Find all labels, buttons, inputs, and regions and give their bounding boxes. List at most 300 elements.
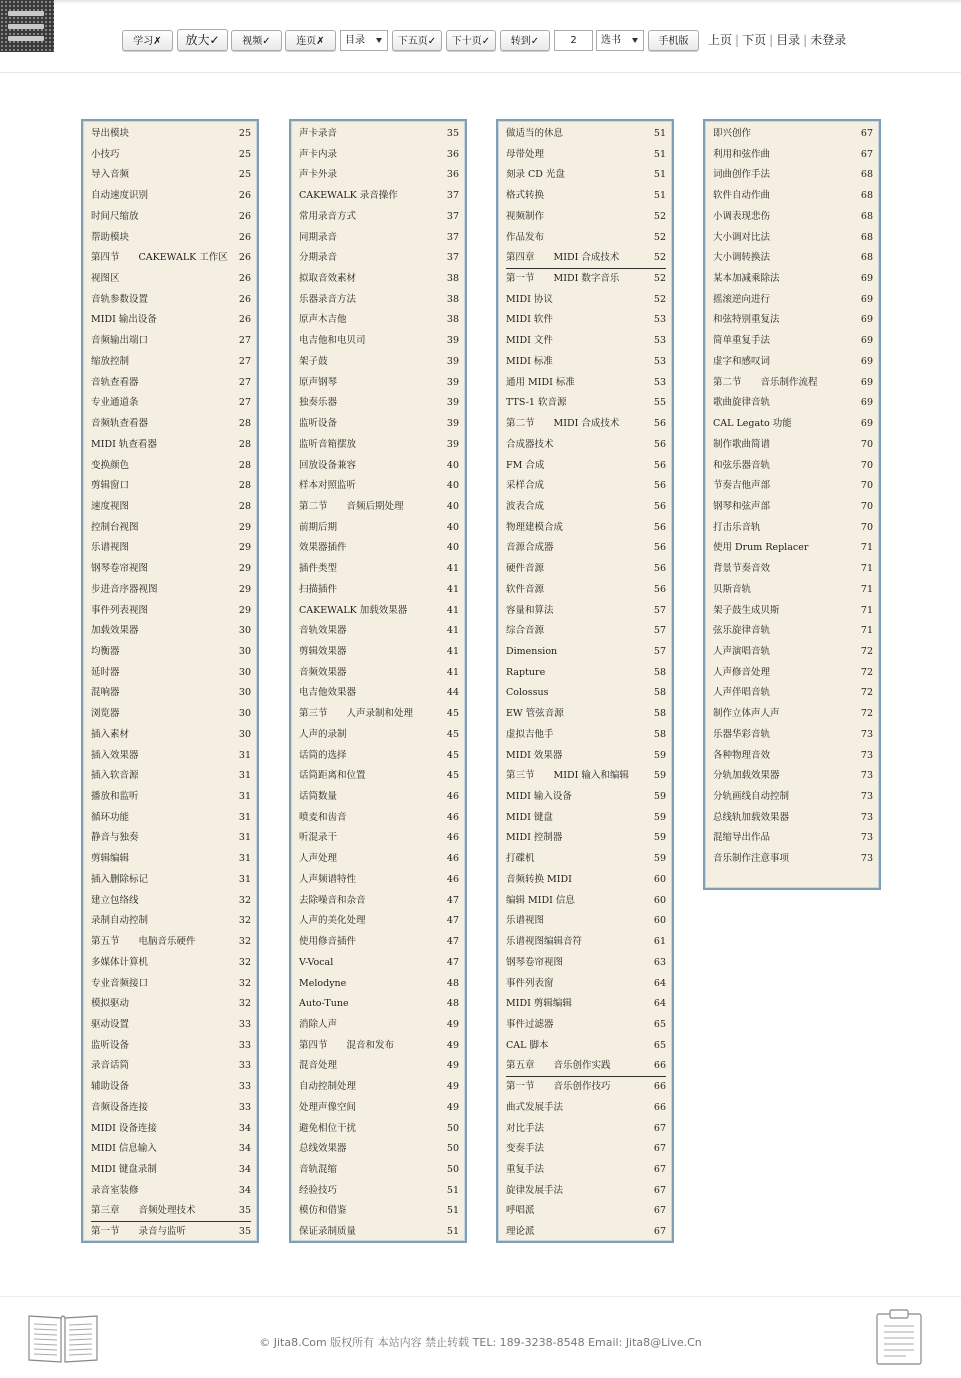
- page-number-input[interactable]: 2: [554, 30, 593, 51]
- toc-entry[interactable]: [506, 497, 666, 517]
- toc-entry[interactable]: [299, 456, 459, 476]
- toc-entry-page: 32: [238, 998, 251, 1010]
- video-toggle-button[interactable]: 视频✓: [231, 30, 282, 51]
- toc-entry[interactable]: [91, 124, 251, 144]
- toc-entry[interactable]: [506, 310, 666, 330]
- toc-entry-title: MIDI 协议: [506, 293, 553, 305]
- toc-entry[interactable]: [713, 663, 873, 683]
- next-five-pages-button[interactable]: 下五页✓: [392, 30, 442, 51]
- clipboard-icon: [874, 1308, 924, 1366]
- toc-entry[interactable]: [713, 849, 873, 869]
- toc-entry-title: 原声钢琴: [299, 376, 338, 388]
- login-status-link[interactable]: 未登录: [810, 33, 847, 47]
- toc-link[interactable]: 目录: [776, 33, 801, 47]
- toc-entry-page: 53: [653, 376, 666, 388]
- toc-entry[interactable]: [91, 1160, 251, 1180]
- toc-entry[interactable]: [91, 1119, 251, 1139]
- toc-entry-title: 音轨参数设置: [91, 293, 149, 305]
- toc-entry[interactable]: [91, 1098, 251, 1118]
- toc-entry[interactable]: [91, 559, 251, 579]
- toc-entry[interactable]: [299, 1222, 459, 1242]
- toc-entry[interactable]: [713, 766, 873, 786]
- toc-entry[interactable]: [91, 207, 251, 227]
- toc-entry-page: 39: [446, 376, 459, 388]
- toc-entry[interactable]: [91, 601, 251, 621]
- toc-entry[interactable]: [299, 994, 459, 1014]
- toc-entry[interactable]: [713, 145, 873, 165]
- toc-entry-page: 70: [860, 459, 873, 471]
- toc-entry-title: 第二节 MIDI 合成技术: [506, 418, 620, 430]
- toc-entry-title: EW 管弦音源: [506, 708, 564, 720]
- toc-entry-page: 61: [653, 936, 666, 948]
- toc-entry[interactable]: [506, 373, 666, 393]
- toc-entry[interactable]: [299, 1139, 459, 1159]
- toc-entry-title: 母带处理: [506, 148, 545, 160]
- toc-entry[interactable]: [713, 228, 873, 248]
- toc-entry[interactable]: [713, 683, 873, 703]
- toc-entry[interactable]: [299, 1015, 459, 1035]
- toc-entry-title: 模拟驱动: [91, 998, 130, 1010]
- toc-entry[interactable]: [299, 352, 459, 372]
- toc-entry[interactable]: [506, 766, 666, 786]
- toc-entry-page: 58: [653, 666, 666, 678]
- toc-entry[interactable]: [299, 145, 459, 165]
- toc-entry-page: 32: [238, 977, 251, 989]
- toc-entry-title: 模仿和借鉴: [299, 1205, 347, 1217]
- toc-entry-page: 45: [446, 749, 459, 761]
- toc-entry-page: 34: [238, 1143, 251, 1155]
- toc-entry[interactable]: [713, 828, 873, 848]
- toc-entry[interactable]: [506, 1077, 666, 1097]
- toc-entry-title: Rapture: [506, 666, 546, 678]
- toc-entry[interactable]: [91, 538, 251, 558]
- toc-entry[interactable]: [91, 911, 251, 931]
- toc-entry-title: 简单重复手法: [713, 335, 771, 347]
- toc-entry[interactable]: [713, 435, 873, 455]
- toc-entry-title: 第一节 录音与监听: [91, 1226, 187, 1238]
- toc-entry[interactable]: [299, 124, 459, 144]
- toc-entry-title: MIDI 软件: [506, 314, 553, 326]
- toc-entry-page: 47: [446, 915, 459, 927]
- toc-entry[interactable]: [506, 994, 666, 1014]
- toc-entry-page: 30: [238, 708, 251, 720]
- toc-entry[interactable]: [506, 393, 666, 413]
- toc-entry[interactable]: [506, 186, 666, 206]
- toc-entry-page: 65: [653, 1039, 666, 1051]
- toc-entry[interactable]: [91, 165, 251, 185]
- toc-entry[interactable]: [506, 1139, 666, 1159]
- toc-entry[interactable]: [299, 766, 459, 786]
- toc-entry[interactable]: [506, 124, 666, 144]
- toc-entry[interactable]: [91, 228, 251, 248]
- toc-entry[interactable]: [299, 476, 459, 496]
- toc-entry[interactable]: [299, 663, 459, 683]
- toc-entry[interactable]: [713, 601, 873, 621]
- toc-entry-title: 使用 Drum Replacer: [713, 542, 809, 554]
- toc-entry-page: 27: [238, 335, 251, 347]
- toc-entry[interactable]: [91, 435, 251, 455]
- toc-entry-title: 乐谱视图: [506, 915, 545, 927]
- toc-entry[interactable]: [506, 331, 666, 351]
- toc-entry[interactable]: [506, 663, 666, 683]
- toc-entry[interactable]: [91, 932, 251, 952]
- toc-entry[interactable]: [506, 1119, 666, 1139]
- link-separator: |: [803, 33, 808, 47]
- toc-entry[interactable]: [91, 269, 251, 289]
- toc-entry[interactable]: [299, 414, 459, 434]
- toc-entry[interactable]: [506, 580, 666, 600]
- toc-entry[interactable]: [91, 290, 251, 310]
- toc-entry[interactable]: [299, 559, 459, 579]
- toc-entry[interactable]: [91, 580, 251, 600]
- toc-entry[interactable]: [506, 269, 666, 289]
- toc-entry[interactable]: [506, 891, 666, 911]
- toc-entry[interactable]: [91, 663, 251, 683]
- toc-entry[interactable]: [299, 601, 459, 621]
- next-ten-pages-button[interactable]: 下十页✓: [446, 30, 496, 51]
- toc-entry[interactable]: [713, 186, 873, 206]
- toc-entry[interactable]: [506, 145, 666, 165]
- toc-entry-title: 和弦特别重复法: [713, 314, 780, 326]
- toc-entry[interactable]: [91, 331, 251, 351]
- toc-entry[interactable]: [91, 683, 251, 703]
- toc-entry[interactable]: [299, 518, 459, 538]
- toc-entry[interactable]: [713, 310, 873, 330]
- toc-entry-title: 架子鼓: [299, 355, 328, 367]
- toc-entry[interactable]: [713, 352, 873, 372]
- toc-entry[interactable]: [506, 352, 666, 372]
- toc-entry[interactable]: [91, 1077, 251, 1097]
- toc-entry[interactable]: [506, 911, 666, 931]
- toc-entry[interactable]: [713, 165, 873, 185]
- toc-entry[interactable]: [91, 808, 251, 828]
- toc-entry[interactable]: [713, 393, 873, 413]
- toc-entry-page: 29: [238, 604, 251, 616]
- toc-entry[interactable]: [299, 228, 459, 248]
- toc-entry-page: 30: [238, 625, 251, 637]
- toc-entry[interactable]: [299, 746, 459, 766]
- toc-entry[interactable]: [299, 870, 459, 890]
- toc-entry[interactable]: [713, 704, 873, 724]
- toc-entry[interactable]: [713, 331, 873, 351]
- toc-entry-page: 31: [238, 832, 251, 844]
- toc-entry-page: 69: [860, 293, 873, 305]
- toc-entry[interactable]: [713, 456, 873, 476]
- toc-entry[interactable]: [299, 165, 459, 185]
- toc-entry[interactable]: [506, 621, 666, 641]
- toc-entry[interactable]: [91, 456, 251, 476]
- toc-entry[interactable]: [713, 207, 873, 227]
- toc-entry-page: 26: [238, 210, 251, 222]
- toc-entry-page: 34: [238, 1164, 251, 1175]
- toc-entry[interactable]: [91, 870, 251, 890]
- toc-entry[interactable]: [506, 207, 666, 227]
- toc-entry[interactable]: [91, 1139, 251, 1159]
- continuous-page-toggle-button[interactable]: 连页✗: [285, 30, 336, 51]
- toc-entry[interactable]: [91, 974, 251, 994]
- toc-entry-title: 均衡器: [91, 646, 120, 657]
- toc-entry[interactable]: [713, 787, 873, 807]
- toc-entry[interactable]: [91, 766, 251, 786]
- toc-entry[interactable]: [91, 787, 251, 807]
- toc-entry-title: 速度视图: [91, 500, 130, 512]
- toc-entry[interactable]: [506, 974, 666, 994]
- toc-entry[interactable]: [91, 518, 251, 538]
- toc-entry[interactable]: [713, 746, 873, 766]
- toc-entry[interactable]: [506, 559, 666, 579]
- zoom-toggle-button[interactable]: 放大✓: [177, 29, 228, 51]
- toc-entry[interactable]: [713, 621, 873, 641]
- top-toolbar: [0, 0, 961, 73]
- mobile-version-button[interactable]: 手机版: [648, 30, 699, 51]
- toc-entry[interactable]: [91, 310, 251, 330]
- toc-entry-title: 播放和监听: [91, 791, 139, 803]
- toc-entry[interactable]: [299, 1201, 459, 1221]
- toc-entry[interactable]: [506, 1036, 666, 1056]
- toc-entry[interactable]: [506, 808, 666, 828]
- toc-entry[interactable]: [299, 393, 459, 413]
- toc-entry[interactable]: [299, 1119, 459, 1139]
- toc-entry[interactable]: [299, 373, 459, 393]
- toc-entry-page: 69: [860, 376, 873, 388]
- toc-entry-title: 总线轨加载效果器: [713, 811, 790, 823]
- toc-entry[interactable]: [713, 580, 873, 600]
- toc-entry[interactable]: [506, 1015, 666, 1035]
- toc-entry[interactable]: [299, 808, 459, 828]
- toc-entry[interactable]: [506, 518, 666, 538]
- toc-entry[interactable]: [506, 683, 666, 703]
- toc-entry[interactable]: [506, 290, 666, 310]
- toc-entry[interactable]: [91, 849, 251, 869]
- toc-entry[interactable]: [91, 891, 251, 911]
- toc-entry[interactable]: [299, 186, 459, 206]
- book-select[interactable]: [596, 30, 644, 51]
- toc-entry[interactable]: [299, 248, 459, 268]
- next-page-link[interactable]: 下页: [742, 33, 767, 47]
- toc-entry-title: 同期录音: [299, 231, 338, 243]
- toc-entry[interactable]: [91, 994, 251, 1014]
- toc-entry-title: 事件列表窗: [506, 977, 554, 989]
- toc-entry[interactable]: [506, 1181, 666, 1201]
- toc-entry[interactable]: [299, 642, 459, 662]
- toc-entry-title: MIDI 控制器: [506, 832, 563, 844]
- toc-entry-title: 步进音序器视图: [91, 583, 158, 595]
- toc-entry[interactable]: [91, 953, 251, 973]
- toc-entry[interactable]: [299, 435, 459, 455]
- prev-page-link[interactable]: 上页: [708, 33, 733, 47]
- toc-entry-title: 摇滚逆向进行: [713, 293, 771, 305]
- toc-entry[interactable]: [299, 1181, 459, 1201]
- toc-entry[interactable]: [91, 248, 251, 268]
- toc-entry-page: 31: [238, 791, 251, 803]
- toc-entry-title: 循环功能: [91, 811, 130, 823]
- toc-entry[interactable]: [299, 891, 459, 911]
- toc-entry[interactable]: [506, 476, 666, 496]
- toc-entry[interactable]: [299, 787, 459, 807]
- toc-entry[interactable]: [91, 414, 251, 434]
- toc-entry[interactable]: [506, 1201, 666, 1221]
- toc-entry[interactable]: [506, 787, 666, 807]
- toc-entry[interactable]: [299, 725, 459, 745]
- toc-entry[interactable]: [506, 1160, 666, 1180]
- toc-entry[interactable]: [506, 435, 666, 455]
- toc-entry[interactable]: [713, 538, 873, 558]
- toc-entry-page: 25: [238, 169, 251, 181]
- toc-entry[interactable]: [91, 828, 251, 848]
- toc-entry[interactable]: [506, 228, 666, 248]
- toc-entry[interactable]: [713, 497, 873, 517]
- toc-entry[interactable]: [713, 124, 873, 144]
- toc-entry[interactable]: [299, 331, 459, 351]
- toc-column-2: [289, 119, 467, 1243]
- toc-entry-title: 硬件音源: [506, 563, 545, 575]
- toc-entry[interactable]: [506, 1098, 666, 1118]
- toc-entry-title: 乐谱视图编辑音符: [506, 936, 583, 948]
- toc-entry[interactable]: [91, 145, 251, 165]
- toc-entry[interactable]: [299, 538, 459, 558]
- toc-entry[interactable]: [91, 1181, 251, 1201]
- toc-entry-title: MIDI 标准: [506, 355, 553, 367]
- toc-entry[interactable]: [299, 932, 459, 952]
- toc-entry-page: 28: [238, 459, 251, 471]
- toc-entry[interactable]: [299, 828, 459, 848]
- toc-entry[interactable]: [506, 704, 666, 724]
- toc-entry-title: 音频输出端口: [91, 335, 149, 347]
- toc-entry[interactable]: [299, 704, 459, 724]
- toc-chapter-entry[interactable]: [506, 1056, 666, 1077]
- toc-entry-page: 40: [446, 521, 459, 533]
- toc-entry[interactable]: [506, 932, 666, 952]
- toc-entry[interactable]: [299, 621, 459, 641]
- toc-entry-page: 59: [653, 853, 666, 865]
- toc-entry[interactable]: [91, 476, 251, 496]
- toc-entry[interactable]: [506, 828, 666, 848]
- toc-entry[interactable]: [299, 1036, 459, 1056]
- toc-entry[interactable]: [506, 165, 666, 185]
- toc-entry[interactable]: [91, 1056, 251, 1076]
- toc-entry[interactable]: [713, 808, 873, 828]
- toc-entry-page: 52: [653, 293, 666, 305]
- toc-entry-page: 26: [238, 190, 251, 202]
- toc-entry[interactable]: [299, 310, 459, 330]
- toc-entry[interactable]: [299, 207, 459, 227]
- toc-entry-page: 59: [653, 832, 666, 844]
- toc-entry-page: 34: [238, 1184, 251, 1196]
- toc-entry[interactable]: [299, 683, 459, 703]
- toc-entry[interactable]: [299, 974, 459, 994]
- toc-entry[interactable]: [299, 269, 459, 289]
- toc-entry-page: 64: [653, 977, 666, 989]
- toc-entry-title: 格式转换: [506, 190, 545, 202]
- study-toggle-button[interactable]: 学习✗: [122, 30, 173, 51]
- toc-entry[interactable]: [713, 559, 873, 579]
- toc-entry-title: 录音话筒: [91, 1060, 130, 1072]
- toc-entry[interactable]: [299, 1098, 459, 1118]
- toc-entry-title: 回放设备兼容: [299, 459, 357, 471]
- toc-entry-page: 33: [238, 1018, 251, 1030]
- toc-entry-title: 大小调对比法: [713, 231, 771, 243]
- toc-entry[interactable]: [713, 725, 873, 745]
- toc-entry-page: 29: [238, 542, 251, 554]
- toc-entry[interactable]: [91, 704, 251, 724]
- toc-entry[interactable]: [506, 642, 666, 662]
- toc-chapter-entry[interactable]: [506, 248, 666, 269]
- toc-entry[interactable]: [506, 746, 666, 766]
- toc-entry-page: 73: [860, 811, 873, 823]
- toc-entry[interactable]: [713, 642, 873, 662]
- toc-entry[interactable]: [506, 725, 666, 745]
- toc-entry[interactable]: [91, 642, 251, 662]
- toc-entry[interactable]: [506, 601, 666, 621]
- toc-entry[interactable]: [506, 849, 666, 869]
- toc-entry[interactable]: [713, 518, 873, 538]
- toc-entry[interactable]: [91, 373, 251, 393]
- toc-entry[interactable]: [299, 580, 459, 600]
- toc-entry-title: 分期录音: [299, 252, 338, 264]
- toc-entry[interactable]: [299, 290, 459, 310]
- toc-entry[interactable]: [506, 1222, 666, 1242]
- toc-entry-page: 41: [446, 646, 459, 657]
- toc-entry-title: 对比手法: [506, 1122, 545, 1134]
- toc-entry-title: MIDI 键盘: [506, 811, 553, 823]
- toc-entry[interactable]: [299, 911, 459, 931]
- toc-entry[interactable]: [713, 414, 873, 434]
- toc-entry[interactable]: [299, 1077, 459, 1097]
- chevron-down-icon: [376, 38, 382, 43]
- toc-entry[interactable]: [506, 414, 666, 434]
- toc-entry-title: 合成器技术: [506, 438, 554, 450]
- toc-entry[interactable]: [91, 1015, 251, 1035]
- toc-entry-page: 48: [446, 977, 459, 989]
- goto-button[interactable]: 转到✓: [500, 30, 550, 51]
- menu-logo-icon[interactable]: [0, 0, 54, 52]
- page-nav-links: [708, 31, 846, 49]
- toc-entry-title: 贝斯音轨: [713, 583, 752, 595]
- toc-entry[interactable]: [299, 953, 459, 973]
- toc-entry-title: FM 合成: [506, 459, 545, 471]
- toc-entry[interactable]: [506, 953, 666, 973]
- toc-entry[interactable]: [91, 352, 251, 372]
- toc-entry-title: 电吉他和电贝司: [299, 335, 366, 347]
- toc-entry[interactable]: [299, 849, 459, 869]
- toc-entry[interactable]: [713, 476, 873, 496]
- toc-entry[interactable]: [91, 1036, 251, 1056]
- toc-entry-page: 31: [238, 749, 251, 761]
- toc-entry[interactable]: [299, 1056, 459, 1076]
- toc-chapter-entry[interactable]: [91, 1201, 251, 1222]
- toc-entry[interactable]: [91, 1222, 251, 1242]
- toc-entry-title: 插入软音源: [91, 770, 139, 782]
- toc-entry[interactable]: [506, 538, 666, 558]
- toc-entry[interactable]: [299, 1160, 459, 1180]
- toc-entry[interactable]: [91, 393, 251, 413]
- toc-entry[interactable]: [713, 290, 873, 310]
- toc-entry[interactable]: [506, 870, 666, 890]
- toc-entry-page: 71: [860, 583, 873, 595]
- toc-entry[interactable]: [91, 725, 251, 745]
- toc-entry[interactable]: [713, 373, 873, 393]
- toc-entry[interactable]: [91, 621, 251, 641]
- toc-entry[interactable]: [713, 248, 873, 268]
- toc-entry[interactable]: [91, 746, 251, 766]
- toc-entry[interactable]: [91, 186, 251, 206]
- toc-entry[interactable]: [713, 269, 873, 289]
- toc-entry[interactable]: [299, 497, 459, 517]
- toc-select[interactable]: [340, 30, 388, 51]
- toc-entry[interactable]: [91, 497, 251, 517]
- toc-entry[interactable]: [506, 456, 666, 476]
- toc-entry-title: 人声频谱特性: [299, 873, 357, 885]
